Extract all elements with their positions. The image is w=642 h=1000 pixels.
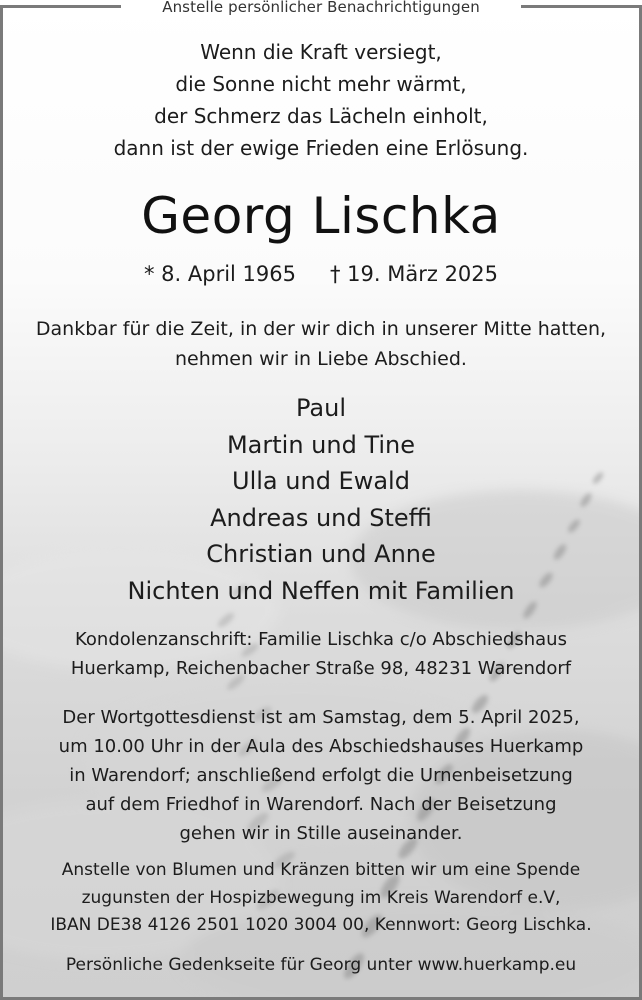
death-date: † 19. März 2025 [330,262,499,286]
mourners-list [3,390,639,610]
deceased-name: Georg Lischka [141,187,501,245]
memorial-page-note [3,951,639,979]
birth-date: * 8. April 1965 [143,262,296,286]
thanks-line: nehmen wir in Liebe Abschied. [175,348,467,370]
condolence-line: Huerkamp, Reichenbacher Straße 98, 48231 Warendorf [70,658,572,679]
poem-line: der Schmerz das Lächeln einholt, [154,104,488,128]
condolence-line: Kondolenzanschrift: Familie Lischka c/o Abschiedshaus [75,629,567,650]
memorial-line: Persönliche Gedenkseite für Georg unter www.huerkamp.eu [65,955,577,975]
header-label: Anstelle persönlicher Benachrichtigungen [162,0,480,16]
mourner-item: Nichten und Neffen mit Familien [127,576,515,605]
thanks-text [3,314,639,374]
life-dates [3,258,639,290]
service-line: gehen wir in Stille auseinander. [179,823,463,844]
donation-line: IBAN DE38 4126 2501 1020 3004 00, Kennwort: Georg Lischka. [50,915,592,935]
service-line: in Warendorf; anschließend erfolgt die Urnenbeisetzung [69,765,573,786]
service-line: auf dem Friedhof in Warendorf. Nach der Beisetzung [85,794,557,815]
poem [3,36,639,164]
service-line: um 10.00 Uhr in der Aula des Abschiedshauses Huerkamp [58,736,584,757]
mourner-item: Martin und Tine [226,430,416,459]
thanks-line: Dankbar für die Zeit, in der wir dich in unserer Mitte hatten, [35,318,607,340]
poem-line: Wenn die Kraft versiegt, [200,40,442,64]
condolence-address [3,625,639,683]
mourner-item: Paul [296,394,346,422]
donation-line: zugunsten der Hospizbewegung im Kreis Warendorf e.V, [81,887,561,908]
donation-line: Anstelle von Blumen und Kränzen bitten wir um eine Spende [61,860,581,880]
mourner-item: Ulla und Ewald [232,467,410,496]
mourner-item: Christian und Anne [206,540,436,569]
service-info [3,703,639,848]
poem-line: dann ist der ewige Frieden eine Erlösung. [113,136,529,160]
donation-info [3,857,639,940]
service-line: Der Wortgottesdienst ist am Samstag, dem 5. April 2025, [62,707,580,728]
poem-line: die Sonne nicht mehr wärmt, [175,72,467,96]
mourner-item: Andreas und Steffi [210,503,432,532]
